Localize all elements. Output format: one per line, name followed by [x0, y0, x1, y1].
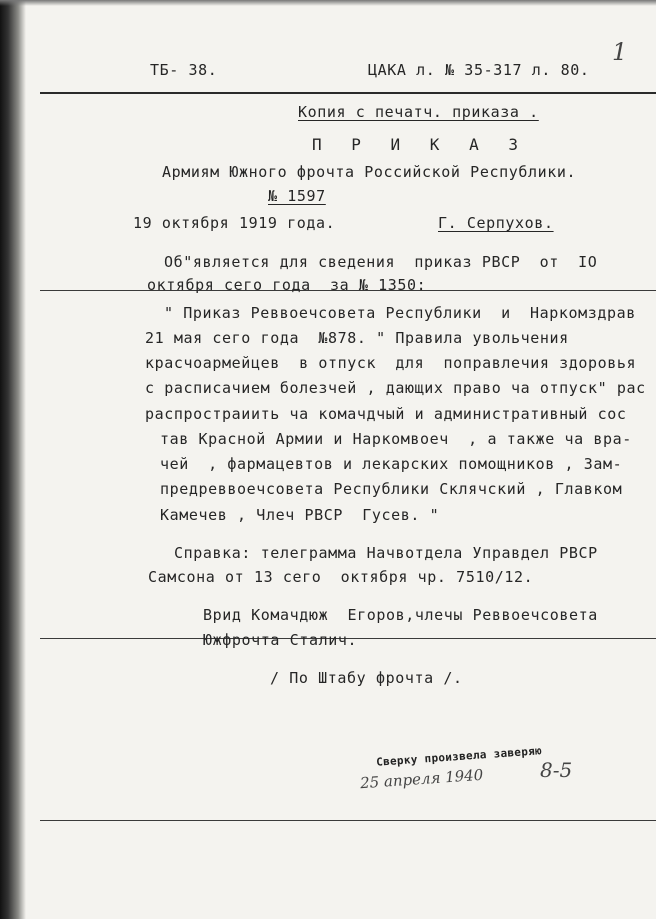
copy-note: Копия с печатч. приказа . [298, 103, 539, 121]
body-line: " Приказ Реввоечсовета Республики и Наркомздрав [164, 304, 636, 322]
order-number: № 1597 [268, 187, 326, 205]
stamp-signature: 8-5 [540, 758, 573, 782]
body-line: тав Красной Армии и Наркомвоеч , а также ча вра- [160, 430, 632, 448]
order-date: 19 октября 1919 года. [133, 214, 336, 232]
reference-line: Справка: телеграмма Начвотдела Управдел РВСР [174, 544, 598, 562]
signature-line: Врид Комачдюж Егоров,члечы Реввоечсовета [203, 606, 598, 624]
body-line: 21 мая сего года №878. " Правила увольчения [145, 329, 569, 347]
document-title: П Р И К А З [312, 135, 528, 154]
signature-line: Южфрочта Сталич. [203, 631, 358, 649]
order-place: Г. Серпухов. [438, 214, 554, 232]
document-subtitle: Армиям Южного фрочта Российской Республики. [162, 163, 577, 181]
verification-stamp: Сверку произвела заверяю [375, 744, 543, 769]
body-line: чей , фармацевтов и лекарских помощников , Зам- [160, 455, 623, 473]
reference-line: Самсона от 13 сего октября чр. 7510/12. [148, 568, 534, 586]
body-line: красчоармейцев в отпуск для поправлечия здоровья [145, 354, 637, 372]
body-line: Об"является для сведения приказ РВСР от IO [164, 253, 598, 271]
rule-line [40, 820, 656, 821]
scan-top-edge [0, 0, 656, 6]
rule-line [40, 92, 656, 94]
body-line: Камечев , Члеч РВСР Гусев. " [160, 506, 440, 524]
body-line: октября сего года за № 1350: [147, 276, 427, 294]
body-line: предреввоечсовета Республики Склячский , Главком [160, 480, 623, 498]
body-line: с расписачием болезчей , дающих право ча отпуск" рас [145, 379, 646, 397]
staff-note: / По Штабу фрочта /. [270, 669, 463, 687]
scan-left-edge [0, 0, 26, 919]
stamp-date: 25 апреля 1940 [359, 765, 484, 793]
handwritten-page-number: 1 [612, 38, 628, 66]
body-line: распростраиить ча комачдчый и административный сос [145, 405, 627, 423]
archive-reference: ЦАКА л. № 35-317 л. 80. [368, 61, 590, 79]
archive-code: ТБ- 38. [150, 61, 218, 79]
